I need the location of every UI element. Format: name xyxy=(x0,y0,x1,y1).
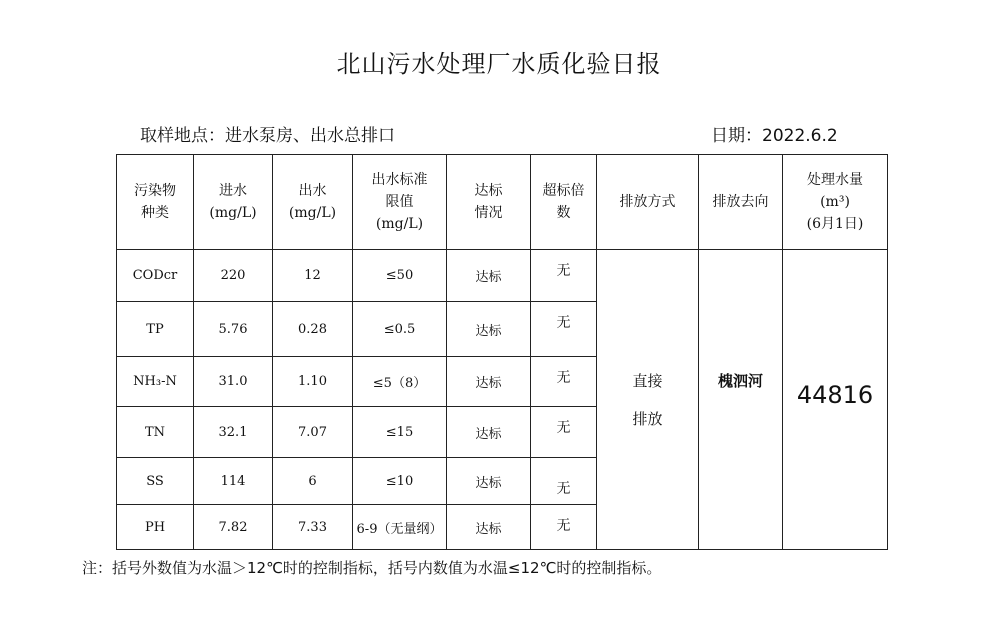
cell-pollutant: TP xyxy=(117,302,194,357)
cell-inflow: 5.76 xyxy=(194,302,273,357)
sampling-location: 取样地点：进水泵房、出水总排口 xyxy=(140,126,395,146)
header-exceed xyxy=(531,155,597,250)
header-inflow xyxy=(194,155,273,250)
treated-volume-value: 44816 xyxy=(796,380,874,409)
cell-exceed: 无 xyxy=(531,302,597,357)
header-line: (mg/L) xyxy=(375,216,424,232)
report-title: 北山污水处理厂水质化验日报 xyxy=(336,50,662,78)
cell-inflow: 31.0 xyxy=(194,357,273,407)
header-line: (m³) xyxy=(820,194,850,210)
cell-pollutant: NH₃-N xyxy=(117,357,194,407)
cell-inflow: 114 xyxy=(194,458,273,505)
cell-status: 达标 xyxy=(447,458,531,505)
header-line: 情况 xyxy=(474,205,503,221)
header-line: 超标倍 xyxy=(542,183,585,199)
table-row xyxy=(117,250,888,302)
cell-outflow: 1.10 xyxy=(273,357,353,407)
header-line: 处理水量 xyxy=(807,172,863,188)
discharge-method-line: 直接 xyxy=(632,371,663,390)
header-line: 限值 xyxy=(385,194,414,210)
cell-pollutant: CODcr xyxy=(117,250,194,302)
discharge-destination-value: 槐泗河 xyxy=(717,371,763,390)
cell-exceed: 无 xyxy=(531,250,597,302)
cell-status: 达标 xyxy=(447,250,531,302)
cell-outflow: 6 xyxy=(273,458,353,505)
cell-pollutant: TN xyxy=(117,407,194,458)
header-line: (6月1日) xyxy=(806,216,864,232)
cell-pollutant: PH xyxy=(117,505,194,550)
cell-exceed: 无 xyxy=(531,505,597,550)
cell-exceed: 无 xyxy=(531,407,597,458)
header-line: 数 xyxy=(556,205,571,221)
cell-limit: ≤0.5 xyxy=(353,302,447,357)
cell-status: 达标 xyxy=(447,407,531,458)
cell-outflow: 12 xyxy=(273,250,353,302)
cell-discharge-destination xyxy=(699,250,783,550)
header-line: 污染物 xyxy=(134,183,176,199)
cell-discharge-method xyxy=(597,250,699,550)
discharge-method-line: 排放 xyxy=(632,409,663,428)
header-line: 种类 xyxy=(141,205,169,221)
cell-pollutant: SS xyxy=(117,458,194,505)
header-line: 进水 xyxy=(219,183,247,199)
cell-status: 达标 xyxy=(447,302,531,357)
header-line: (mg/L) xyxy=(209,205,257,221)
cell-treated-volume xyxy=(783,250,888,550)
cell-limit: ≤10 xyxy=(353,458,447,505)
header-outflow xyxy=(273,155,353,250)
cell-outflow: 0.28 xyxy=(273,302,353,357)
header-pollutant xyxy=(117,155,194,250)
report-date: 日期：2022.6.2 xyxy=(711,126,838,146)
cell-outflow: 7.33 xyxy=(273,505,353,550)
cell-exceed: 无 xyxy=(531,357,597,407)
cell-inflow: 7.82 xyxy=(194,505,273,550)
cell-status: 达标 xyxy=(447,505,531,550)
water-quality-table xyxy=(116,154,888,550)
cell-exceed: 无 xyxy=(531,458,597,505)
header-discharge-destination: 排放去向 xyxy=(699,155,783,250)
header-volume xyxy=(783,155,888,250)
cell-limit: ≤5（8） xyxy=(353,357,447,407)
header-line: 出水 xyxy=(298,183,327,199)
header-limit xyxy=(353,155,447,250)
header-line: 达标 xyxy=(474,183,503,199)
cell-status: 达标 xyxy=(447,357,531,407)
footnote: 注：括号外数值为水温＞12℃时的控制指标，括号内数值为水温≤12℃时的控制指标。 xyxy=(82,559,662,577)
header-row xyxy=(117,155,888,250)
cell-inflow: 32.1 xyxy=(194,407,273,458)
cell-inflow: 220 xyxy=(194,250,273,302)
cell-outflow: 7.07 xyxy=(273,407,353,458)
header-line: 出水标准 xyxy=(371,172,428,188)
cell-limit: ≤15 xyxy=(353,407,447,458)
cell-limit: ≤50 xyxy=(353,250,447,302)
header-status xyxy=(447,155,531,250)
header-line: (mg/L) xyxy=(288,205,337,221)
cell-limit: 6-9（无量纲） xyxy=(353,505,447,550)
header-discharge-method: 排放方式 xyxy=(597,155,699,250)
